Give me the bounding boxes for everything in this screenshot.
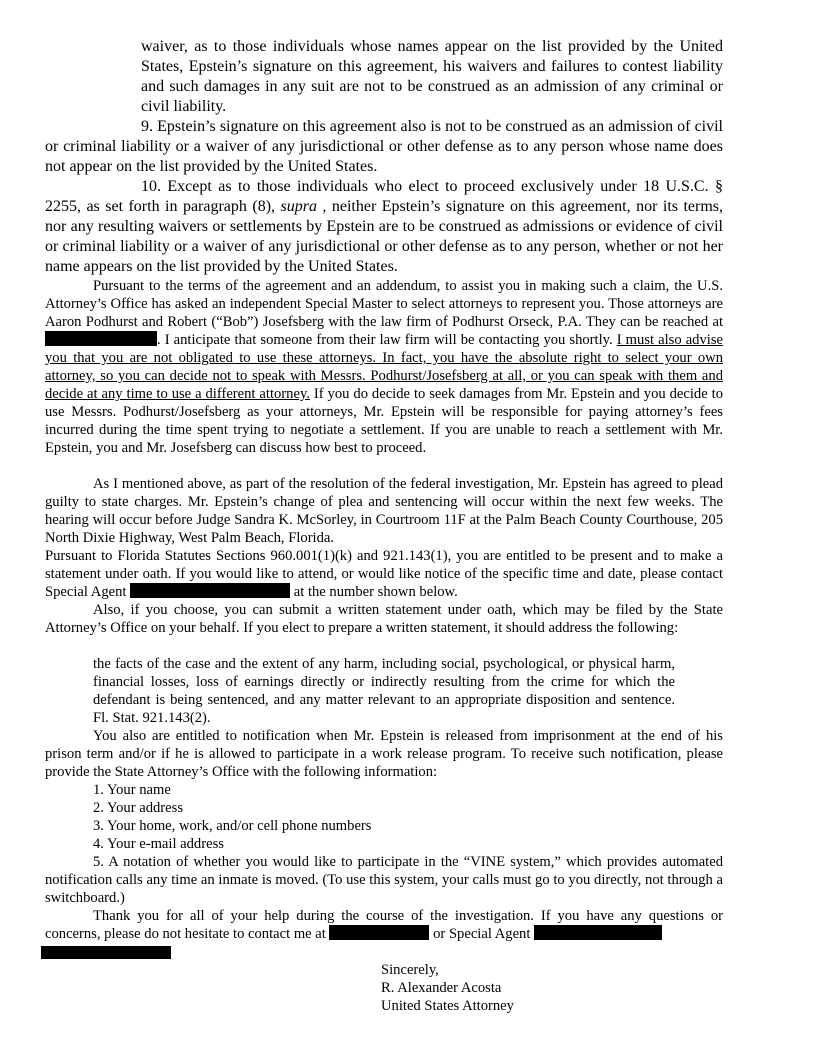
list-item: 1. Your name — [93, 782, 171, 798]
statute-text-b: at the number shown below. — [290, 584, 458, 600]
block-quote: the facts of the case and the extent of any harm, including social, psychological, or physical harm, financial losses, loss of earnings directly or indirectly resulting from the crime for which the defendant is being sentenced, and any matter relevant to an appropriate disposition and sentence. Fl. Stat. 921.143(2). — [93, 656, 675, 726]
thanks-text-b: or Special Agent — [429, 926, 535, 942]
paragraph-attorneys — [45, 277, 723, 457]
attorneys-text-b: . I anticipate that someone from their law firm will be contacting you shortly. — [157, 332, 617, 348]
signer-name: R. Alexander Acosta — [381, 980, 502, 996]
attorneys-text-c: If you do decide to seek damages from Mr. Epstein and you decide to use Messrs. Podhurst/Josefsberg as your attorneys, Mr. Epstein will be responsible for paying attorney’s fees incurred during the time spent trying to negotiate a settlement. If you are unable to reach a settlement with Mr. Epstein, you and Mr. Josefsberg can discuss how best to proceed. — [45, 386, 723, 456]
list-item: 4. Your e-mail address — [93, 836, 224, 852]
paragraph-notification: You also are entitled to notification when Mr. Epstein is released from imprisonment at the end of his prison term and/or if he is allowed to participate in a work release program. To receive such notification, please provide the State Attorney’s Office with the following information: — [45, 728, 723, 780]
redaction-box — [329, 925, 429, 940]
list-item: 2. Your address — [93, 800, 183, 816]
paragraph-thanks — [45, 907, 723, 943]
redaction-box — [41, 946, 171, 959]
statute-text-a: Pursuant to Florida Statutes Sections 960.001(1)(k) and 921.143(1), you are entitled to be present and to make a statement under oath. If you would like to attend, or would like notice of the specific time and date, please contact Special Agent — [45, 548, 723, 600]
redaction-box — [45, 331, 157, 346]
signer-title: United States Attorney — [381, 998, 514, 1014]
closing-salutation: Sincerely, — [381, 962, 439, 978]
underlined-advisory: I must also advise you that you are not obligated to use these attorneys. In fact, you have the absolute right to select your own attorney, so you can decide not to speak with Messrs. Podhurst/Josefsberg at all, or you can speak with them and decide at any time to use a different attorney. — [45, 332, 723, 402]
thanks-text-a: Thank you for all of your help during the course of the investigation. If you have any questions or concerns, please do not hesitate to contact me at — [45, 908, 723, 942]
paragraph-waiver: waiver, as to those individuals whose names appear on the list provided by the United States, Epstein’s signature on this agreement, his waivers and failures to contest liability and such damages in any suit are not to be construed as an admission of any criminal or civil liability. — [141, 38, 723, 115]
paragraph-plea: As I mentioned above, as part of the resolution of the federal investigation, Mr. Epstein has agreed to plead guilty to state charges. Mr. Epstein’s change of plea and sentencing will occur within the next few weeks. The hearing will occur before Judge Sandra K. McSorley, in Courtroom 11F at the Palm Beach County Courthouse, 205 North Dixie Highway, West Palm Beach, Florida. — [45, 476, 723, 546]
paragraph-10 — [45, 177, 723, 277]
supra-italic: supra — [280, 198, 317, 215]
redaction-box — [534, 925, 662, 940]
redaction-box — [130, 583, 290, 598]
attorneys-text-a: Pursuant to the terms of the agreement and an addendum, to assist you in making such a claim, the U.S. Attorney’s Office has asked an independent Special Master to select attorneys to represent you. Those attorneys are Aaron Podhurst and Robert (“Bob”) Josefsberg with the law firm of Podhurst Orseck, P.A. They can be reached at — [45, 278, 723, 330]
paragraph-10-text-a: 10. Except as to those individuals who elect to proceed exclusively under 18 U.S.C. § 2255, as set forth in paragraph (8), — [45, 178, 723, 215]
list-item: 3. Your home, work, and/or cell phone numbers — [93, 818, 372, 834]
paragraph-vine: 5. A notation of whether you would like to participate in the “VINE system,” which provides automated notification calls any time an inmate is moved. (To use this system, your calls must go to you directly, not through a switchboard.) — [45, 854, 723, 906]
paragraph-statute — [45, 547, 723, 601]
paragraph-9: 9. Epstein’s signature on this agreement also is not to be construed as an admission of civil or criminal liability or a waiver of any jurisdictional or other defense as to any person whose name does not appear on the list provided by the United States. — [45, 118, 723, 175]
paragraph-10-text-b: , neither Epstein’s signature on this agreement, nor its terms, nor any resulting waivers or settlements by Epstein are to be construed as admissions or evidence of civil or criminal liability or a waiver of any jurisdictional or other defense as to any person, whether or not her name appears on the list provided by the United States. — [45, 198, 724, 275]
paragraph-written-statement: Also, if you choose, you can submit a written statement under oath, which may be filed by the State Attorney’s Office on your behalf. If you elect to prepare a written statement, it should address the following: — [45, 602, 723, 636]
